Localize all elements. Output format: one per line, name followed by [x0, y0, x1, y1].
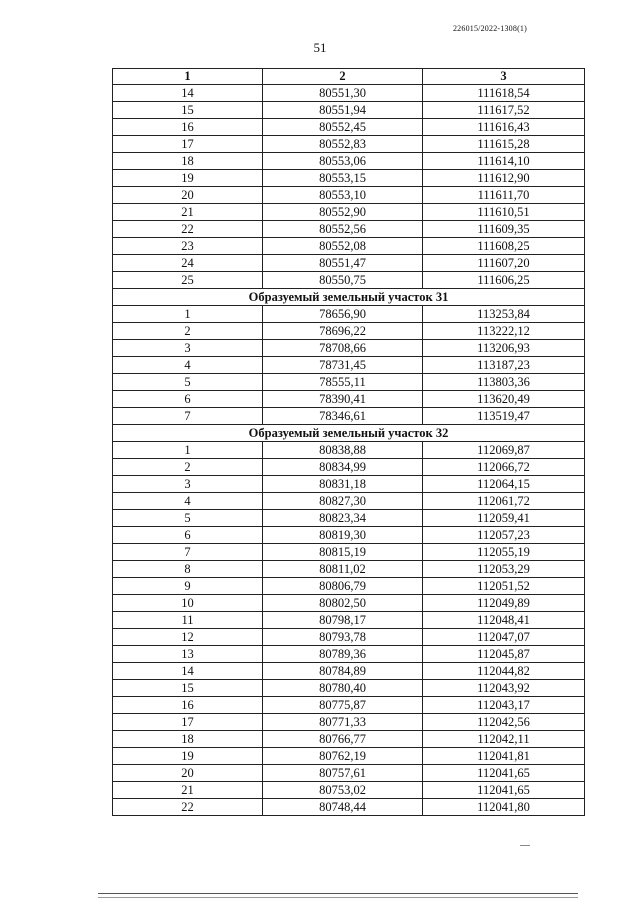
point-number: 11: [113, 612, 263, 629]
coord-y: 112041,81: [423, 748, 585, 765]
coord-x: 78656,90: [263, 306, 423, 323]
table-row: [113, 748, 585, 765]
column-header: 1: [113, 69, 263, 85]
coord-x: 80552,56: [263, 221, 423, 238]
point-number: 9: [113, 578, 263, 595]
coord-x: 80815,19: [263, 544, 423, 561]
table-row: [113, 782, 585, 799]
coord-x: 80771,33: [263, 714, 423, 731]
table-row: [113, 578, 585, 595]
table-row: [113, 612, 585, 629]
column-header: 3: [423, 69, 585, 85]
coord-x: 80827,30: [263, 493, 423, 510]
point-number: 16: [113, 697, 263, 714]
coord-x: 80550,75: [263, 272, 423, 289]
point-number: 2: [113, 459, 263, 476]
point-number: 7: [113, 544, 263, 561]
coord-x: 80552,90: [263, 204, 423, 221]
coord-x: 80748,44: [263, 799, 423, 816]
point-number: 5: [113, 510, 263, 527]
coord-y: 113222,12: [423, 323, 585, 340]
coord-x: 80775,87: [263, 697, 423, 714]
coord-y: 111611,70: [423, 187, 585, 204]
section-title: Образуемый земельный участок 32: [113, 425, 585, 442]
coord-x: 80553,10: [263, 187, 423, 204]
coord-x: 78555,11: [263, 374, 423, 391]
table-row: [113, 510, 585, 527]
point-number: 14: [113, 663, 263, 680]
table-row: [113, 136, 585, 153]
coord-y: 113620,49: [423, 391, 585, 408]
table-row: [113, 799, 585, 816]
coord-x: 80553,06: [263, 153, 423, 170]
table-row: [113, 697, 585, 714]
coord-y: 113206,93: [423, 340, 585, 357]
coord-y: 112049,89: [423, 595, 585, 612]
point-number: 18: [113, 153, 263, 170]
table-row: [113, 221, 585, 238]
coord-x: 78708,66: [263, 340, 423, 357]
coord-y: 112042,11: [423, 731, 585, 748]
table-row: [113, 238, 585, 255]
bottom-rule-secondary: [98, 897, 578, 898]
point-number: 12: [113, 629, 263, 646]
coord-x: 80784,89: [263, 663, 423, 680]
table-row: [113, 187, 585, 204]
coord-y: 113519,47: [423, 408, 585, 425]
point-number: 15: [113, 102, 263, 119]
coord-y: 112064,15: [423, 476, 585, 493]
point-number: 6: [113, 391, 263, 408]
point-number: 15: [113, 680, 263, 697]
point-number: 1: [113, 442, 263, 459]
point-number: 10: [113, 595, 263, 612]
point-number: 21: [113, 782, 263, 799]
point-number: 19: [113, 748, 263, 765]
coord-x: 80780,40: [263, 680, 423, 697]
coord-y: 112053,29: [423, 561, 585, 578]
point-number: 17: [113, 714, 263, 731]
point-number: 22: [113, 799, 263, 816]
coord-y: 112055,19: [423, 544, 585, 561]
coord-x: 80823,34: [263, 510, 423, 527]
coord-x: 80806,79: [263, 578, 423, 595]
coord-x: 80757,61: [263, 765, 423, 782]
coord-y: 111609,35: [423, 221, 585, 238]
point-number: 3: [113, 476, 263, 493]
section-title: Образуемый земельный участок 31: [113, 289, 585, 306]
coord-x: 80819,30: [263, 527, 423, 544]
point-number: 4: [113, 493, 263, 510]
point-number: 7: [113, 408, 263, 425]
document-id: 226015/2022-1308(1): [452, 24, 527, 33]
table-body: [113, 85, 585, 816]
coord-y: 112043,92: [423, 680, 585, 697]
point-number: 2: [113, 323, 263, 340]
table-row: [113, 646, 585, 663]
coord-x: 80831,18: [263, 476, 423, 493]
coord-y: 112041,80: [423, 799, 585, 816]
point-number: 23: [113, 238, 263, 255]
coord-y: 112057,23: [423, 527, 585, 544]
coord-x: 80551,47: [263, 255, 423, 272]
table-row: [113, 765, 585, 782]
coord-y: 113187,23: [423, 357, 585, 374]
coord-x: 80552,83: [263, 136, 423, 153]
coord-y: 112048,41: [423, 612, 585, 629]
table-row: [113, 731, 585, 748]
coord-x: 80762,19: [263, 748, 423, 765]
coord-y: 112069,87: [423, 442, 585, 459]
point-number: 4: [113, 357, 263, 374]
coord-y: 111614,10: [423, 153, 585, 170]
coord-y: 112043,17: [423, 697, 585, 714]
point-number: 14: [113, 85, 263, 102]
point-number: 20: [113, 765, 263, 782]
point-number: 5: [113, 374, 263, 391]
table-row: [113, 119, 585, 136]
coord-x: 80552,45: [263, 119, 423, 136]
coord-y: 112045,87: [423, 646, 585, 663]
page-number: 51: [313, 40, 327, 55]
coord-y: 112047,07: [423, 629, 585, 646]
scan-mark: [520, 845, 530, 846]
coord-x: 80811,02: [263, 561, 423, 578]
table-row: [113, 561, 585, 578]
coord-x: 78696,22: [263, 323, 423, 340]
point-number: 13: [113, 646, 263, 663]
point-number: 21: [113, 204, 263, 221]
coord-x: 80553,15: [263, 170, 423, 187]
coord-y: 111612,90: [423, 170, 585, 187]
coord-y: 111607,20: [423, 255, 585, 272]
coord-y: 111616,43: [423, 119, 585, 136]
point-number: 16: [113, 119, 263, 136]
point-number: 8: [113, 561, 263, 578]
point-number: 25: [113, 272, 263, 289]
table-row: [113, 459, 585, 476]
coord-x: 80551,94: [263, 102, 423, 119]
table-row: [113, 408, 585, 425]
coord-y: 111608,25: [423, 238, 585, 255]
coord-y: 112061,72: [423, 493, 585, 510]
coord-x: 80551,30: [263, 85, 423, 102]
table-row: [113, 204, 585, 221]
point-number: 17: [113, 136, 263, 153]
point-number: 20: [113, 187, 263, 204]
coord-y: 111618,54: [423, 85, 585, 102]
table-row: [113, 663, 585, 680]
table-row: [113, 255, 585, 272]
column-header: 2: [263, 69, 423, 85]
coord-x: 80834,99: [263, 459, 423, 476]
coord-y: 112059,41: [423, 510, 585, 527]
table-row: [113, 340, 585, 357]
table-header-row: [113, 69, 585, 85]
table-row: [113, 85, 585, 102]
table-row: [113, 544, 585, 561]
coord-y: 113803,36: [423, 374, 585, 391]
coord-y: 111617,52: [423, 102, 585, 119]
coord-y: 112041,65: [423, 765, 585, 782]
point-number: 1: [113, 306, 263, 323]
coord-x: 78390,41: [263, 391, 423, 408]
coord-y: 113253,84: [423, 306, 585, 323]
coord-y: 112051,52: [423, 578, 585, 595]
point-number: 6: [113, 527, 263, 544]
coord-y: 112041,65: [423, 782, 585, 799]
coord-x: 80793,78: [263, 629, 423, 646]
coord-x: 80789,36: [263, 646, 423, 663]
point-number: 22: [113, 221, 263, 238]
table-row: [113, 527, 585, 544]
section-header-row: [113, 289, 585, 306]
coord-y: 111606,25: [423, 272, 585, 289]
table-row: [113, 323, 585, 340]
table-row: [113, 153, 585, 170]
table-row: [113, 170, 585, 187]
table-row: [113, 714, 585, 731]
table-row: [113, 595, 585, 612]
coord-x: 80753,02: [263, 782, 423, 799]
table-row: [113, 272, 585, 289]
table-row: [113, 493, 585, 510]
coord-x: 80766,77: [263, 731, 423, 748]
point-number: 18: [113, 731, 263, 748]
table-row: [113, 357, 585, 374]
section-header-row: [113, 425, 585, 442]
table-row: [113, 391, 585, 408]
table-row: [113, 374, 585, 391]
coord-y: 112044,82: [423, 663, 585, 680]
coord-x: 78731,45: [263, 357, 423, 374]
coordinates-table: [112, 68, 585, 816]
table-row: [113, 680, 585, 697]
coord-y: 111610,51: [423, 204, 585, 221]
bottom-rule: [98, 893, 578, 894]
table-row: [113, 476, 585, 493]
coord-y: 111615,28: [423, 136, 585, 153]
table-row: [113, 629, 585, 646]
coord-x: 80802,50: [263, 595, 423, 612]
point-number: 24: [113, 255, 263, 272]
coord-x: 80838,88: [263, 442, 423, 459]
point-number: 19: [113, 170, 263, 187]
table-row: [113, 442, 585, 459]
coord-x: 78346,61: [263, 408, 423, 425]
coord-y: 112066,72: [423, 459, 585, 476]
point-number: 3: [113, 340, 263, 357]
table-row: [113, 306, 585, 323]
table-row: [113, 102, 585, 119]
coord-y: 112042,56: [423, 714, 585, 731]
coord-x: 80798,17: [263, 612, 423, 629]
coord-x: 80552,08: [263, 238, 423, 255]
